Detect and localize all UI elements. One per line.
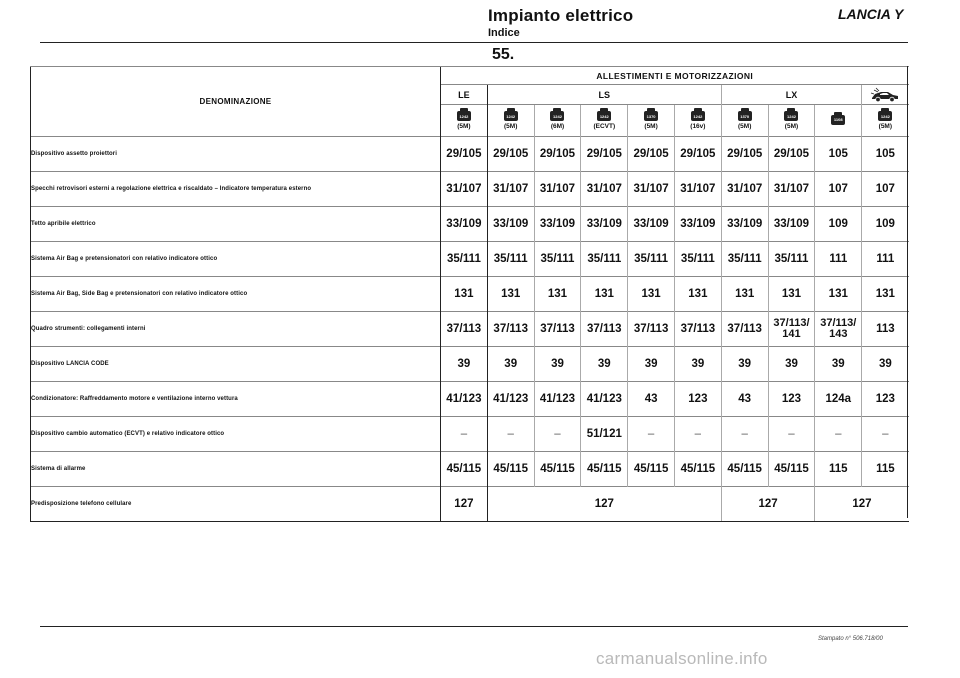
table-row [31, 137, 909, 172]
engine-cell [628, 105, 675, 137]
engine-code: 1370 [740, 113, 750, 119]
value-cell: 131 [815, 277, 862, 312]
value-cell: 131 [534, 277, 581, 312]
value-cell: 41/123 [581, 382, 628, 417]
value-cell: 29/105 [628, 137, 675, 172]
value-cell: 29/105 [768, 137, 815, 172]
header-rule [40, 42, 908, 43]
value-cell: 39 [441, 347, 488, 382]
value-cell: 45/115 [487, 452, 534, 487]
value-cell: 31/107 [441, 172, 488, 207]
row-label: Sistema Air Bag, Side Bag e pretensionatori con relativo indicatore ottico [31, 277, 441, 312]
row-label: Sistema Air Bag e pretensionatori con relativo indicatore ottico [31, 242, 441, 277]
engine-code: 1242 [787, 113, 796, 119]
value-cell: 41/123 [487, 382, 534, 417]
value-cell: 109 [862, 207, 909, 242]
value-cell: – [628, 417, 675, 452]
value-cell: 131 [721, 277, 768, 312]
value-cell: 33/109 [534, 207, 581, 242]
value-cell: 39 [768, 347, 815, 382]
engine-icon [644, 111, 658, 121]
gearbox-label: (6M) [550, 123, 565, 130]
value-cell: 29/105 [674, 137, 721, 172]
row-label: Dispositivo LANCIA CODE [31, 347, 441, 382]
value-cell: 33/109 [721, 207, 768, 242]
engine-code: 1242 [693, 113, 703, 119]
engine-icon [784, 111, 798, 121]
value-cell: 33/109 [768, 207, 815, 242]
row-label: Dispositivo cambio automatico (ECVT) e relativo indicatore ottico [31, 417, 441, 452]
value-cell: 131 [441, 277, 488, 312]
value-cell: 45/115 [534, 452, 581, 487]
value-cell: – [487, 417, 534, 452]
engine-icon [504, 111, 518, 121]
value-cell: – [721, 417, 768, 452]
engine-code: 1242 [459, 113, 469, 119]
value-cell: 37/113 [581, 312, 628, 347]
row-label: Condizionatore: Raffreddamento motore e ventilazione interno vettura [31, 382, 441, 417]
engine-icon [550, 111, 564, 121]
row-label: Quadro strumenti: collegamenti interni [31, 312, 441, 347]
engine-cell [768, 105, 815, 137]
value-cell: 107 [815, 172, 862, 207]
engine-code: 1370 [646, 113, 656, 119]
engine-cell [862, 105, 909, 137]
value-cell: 127 [441, 487, 488, 522]
table-row [31, 382, 909, 417]
value-cell: 29/105 [487, 137, 534, 172]
value-cell: 45/115 [581, 452, 628, 487]
value-cell: 35/111 [581, 242, 628, 277]
engine-cell [534, 105, 581, 137]
value-cell: 123 [768, 382, 815, 417]
engine-icon [691, 111, 705, 121]
value-cell: 31/107 [487, 172, 534, 207]
watermark-text: carmanualsonline.info [596, 649, 768, 668]
gearbox-label: (5M) [504, 123, 518, 130]
brand-name: LANCIA Y [838, 6, 904, 22]
table-right-border [907, 66, 908, 518]
value-cell: – [815, 417, 862, 452]
value-cell: 31/107 [674, 172, 721, 207]
value-cell: 29/105 [534, 137, 581, 172]
value-cell: 31/107 [768, 172, 815, 207]
engine-cell [487, 105, 534, 137]
row-label: Dispositivo assetto proiettori [31, 137, 441, 172]
value-cell: 127 [815, 487, 909, 522]
table-row [31, 172, 909, 207]
row-label: Predisposizione telefono cellulare [31, 487, 441, 522]
value-cell: 113 [862, 312, 909, 347]
value-cell: 39 [815, 347, 862, 382]
document-subtitle: Indice [488, 27, 520, 39]
value-cell: 37/113 [721, 312, 768, 347]
table-row [31, 417, 909, 452]
value-cell: 29/105 [441, 137, 488, 172]
gearbox-label: (5M) [738, 123, 752, 130]
value-cell: 115 [862, 452, 909, 487]
value-cell: 37/113 [534, 312, 581, 347]
value-cell: 35/111 [628, 242, 675, 277]
footer-rule [40, 626, 908, 627]
group-title: ALLESTIMENTI E MOTORIZZAZIONI [441, 67, 909, 85]
value-cell: – [674, 417, 721, 452]
value-cell: 124a [815, 382, 862, 417]
value-cell: 51/121 [581, 417, 628, 452]
value-cell: 33/109 [581, 207, 628, 242]
value-cell: 33/109 [441, 207, 488, 242]
gearbox-label: (ECVT) [593, 123, 616, 130]
value-cell: 43 [628, 382, 675, 417]
value-cell: 31/107 [534, 172, 581, 207]
engine-cell [581, 105, 628, 137]
value-cell: 37/113/ 141 [768, 312, 815, 347]
engine-code: 1242 [599, 113, 609, 119]
value-cell: 39 [721, 347, 768, 382]
table-row [31, 487, 909, 522]
value-cell: – [768, 417, 815, 452]
row-label: Specchi retrovisori esterni a regolazione elettrica e riscaldato – Indicatore temperatura esterno [31, 172, 441, 207]
value-cell: 127 [721, 487, 815, 522]
value-cell: 109 [815, 207, 862, 242]
value-cell: 131 [581, 277, 628, 312]
value-cell: 39 [534, 347, 581, 382]
engine-code: 1242 [553, 113, 562, 119]
value-cell: 31/107 [628, 172, 675, 207]
value-cell: 131 [628, 277, 675, 312]
engine-cell [441, 105, 488, 137]
value-cell: 105 [815, 137, 862, 172]
row-label: Tetto apribile elettrico [31, 207, 441, 242]
value-cell: 33/109 [674, 207, 721, 242]
group-le: LE [441, 85, 488, 105]
value-cell: 111 [862, 242, 909, 277]
engine-cell [721, 105, 768, 137]
value-cell: 105 [862, 137, 909, 172]
value-cell: 29/105 [581, 137, 628, 172]
engine-code: 1108 [833, 117, 843, 122]
value-cell: 33/109 [487, 207, 534, 242]
table-row [31, 347, 909, 382]
value-cell: – [862, 417, 909, 452]
value-cell: 35/111 [721, 242, 768, 277]
value-cell: 29/105 [721, 137, 768, 172]
value-cell: 39 [628, 347, 675, 382]
value-cell: 115 [815, 452, 862, 487]
value-cell: 31/107 [581, 172, 628, 207]
value-cell: 45/115 [721, 452, 768, 487]
engine-icon [457, 111, 471, 121]
group-lx: LX [721, 85, 861, 105]
value-cell: 41/123 [534, 382, 581, 417]
value-cell: – [534, 417, 581, 452]
engine-icon [878, 111, 892, 121]
table-row [31, 207, 909, 242]
value-cell: 45/115 [441, 452, 488, 487]
value-cell: 37/113/ 143 [815, 312, 862, 347]
table-row [31, 312, 909, 347]
engine-icon [597, 111, 611, 121]
value-cell: 123 [674, 382, 721, 417]
value-cell: 45/115 [674, 452, 721, 487]
value-cell: 41/123 [441, 382, 488, 417]
engine-icon [738, 111, 752, 121]
document-title: Impianto elettrico [488, 6, 634, 25]
value-cell: 31/107 [721, 172, 768, 207]
value-cell: 39 [674, 347, 721, 382]
wiring-index-table [30, 66, 909, 522]
engine-code: 1242 [880, 113, 890, 119]
gearbox-label: (5M) [784, 123, 799, 130]
value-cell: 127 [487, 487, 721, 522]
value-cell: 35/111 [768, 242, 815, 277]
value-cell: 35/111 [534, 242, 581, 277]
print-reference: Stampato n° 506.718/00 [818, 636, 883, 642]
value-cell: 131 [487, 277, 534, 312]
engine-cell [674, 105, 721, 137]
value-cell: 43 [721, 382, 768, 417]
value-cell: 39 [581, 347, 628, 382]
car-icon [862, 85, 909, 105]
table-row [31, 452, 909, 487]
row-label: Sistema di allarme [31, 452, 441, 487]
value-cell: 35/111 [487, 242, 534, 277]
value-cell: 35/111 [674, 242, 721, 277]
value-cell: 33/109 [628, 207, 675, 242]
gearbox-label: (5M) [878, 123, 893, 130]
value-cell: 131 [862, 277, 909, 312]
gearbox-label: (5M) [644, 123, 658, 130]
value-cell: – [441, 417, 488, 452]
engine-icon [831, 115, 845, 125]
value-cell: 123 [862, 382, 909, 417]
value-cell: 45/115 [628, 452, 675, 487]
table-row [31, 242, 909, 277]
value-cell: 45/115 [768, 452, 815, 487]
denomination-header: DENOMINAZIONE [31, 67, 441, 137]
value-cell: 37/113 [628, 312, 675, 347]
gearbox-label: (5M) [457, 123, 471, 130]
value-cell: 131 [768, 277, 815, 312]
value-cell: 39 [862, 347, 909, 382]
value-cell: 39 [487, 347, 534, 382]
gearbox-label: (16v) [690, 123, 706, 130]
value-cell: 107 [862, 172, 909, 207]
value-cell: 111 [815, 242, 862, 277]
table-row [31, 277, 909, 312]
value-cell: 131 [674, 277, 721, 312]
page-number: 55. [492, 46, 515, 63]
value-cell: 35/111 [441, 242, 488, 277]
value-cell: 37/113 [674, 312, 721, 347]
engine-code: 1242 [506, 113, 516, 119]
value-cell: 37/113 [441, 312, 488, 347]
value-cell: 37/113 [487, 312, 534, 347]
group-ls: LS [487, 85, 721, 105]
engine-cell [815, 105, 862, 137]
